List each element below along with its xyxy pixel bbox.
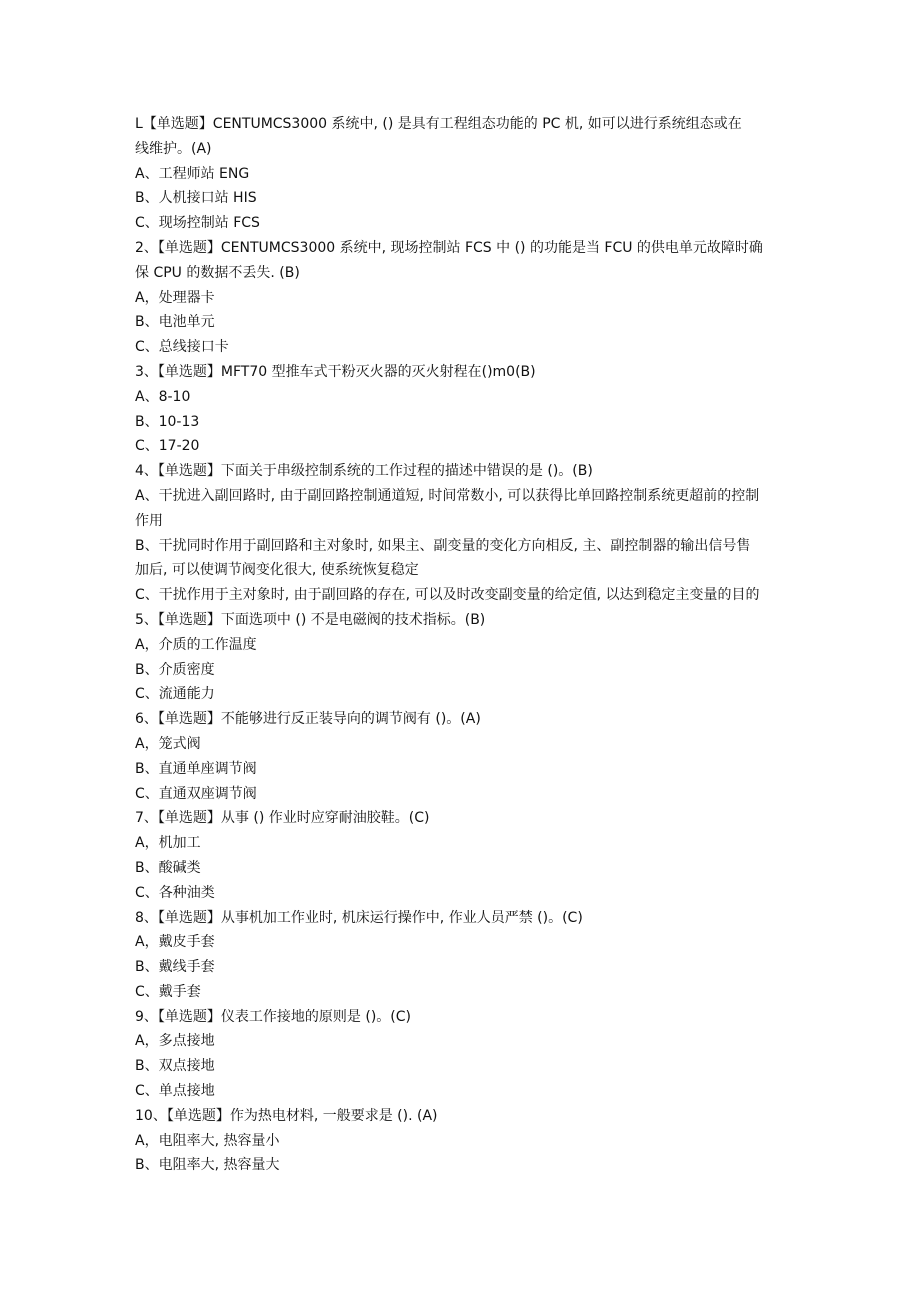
- q4-option-a-line2: 作用: [135, 512, 163, 529]
- q2-text-line2: 保 CPU 的数据不丢失. (B): [135, 264, 300, 281]
- q10-option-a: A，电阻率大, 热容量小: [135, 1132, 280, 1149]
- q4-option-b-line2: 加后, 可以使调节阀变化很大, 使系统恢复稳定: [135, 562, 419, 579]
- q1-option-a: A、工程师站 ENG: [135, 165, 250, 182]
- q7-option-b: B、酸碱类: [135, 859, 201, 876]
- q6-option-a: A，笼式阀: [135, 735, 201, 752]
- q9-option-b: B、双点接地: [135, 1058, 215, 1075]
- q1-text-line2: 线维护。(A): [135, 140, 212, 157]
- q5-option-a: A，介质的工作温度: [135, 636, 257, 653]
- q1-option-c: C、现场控制站 FCS: [135, 215, 260, 232]
- q2-option-a: A，处理器卡: [135, 289, 215, 306]
- q5-option-c: C、流通能力: [135, 686, 215, 703]
- q10-option-b: B、电阻率大, 热容量大: [135, 1157, 280, 1174]
- q8-option-b: B、戴线手套: [135, 959, 215, 976]
- q10-text: 10、【单选题】作为热电材料, 一般要求是 (). (A): [135, 1107, 438, 1124]
- q2-option-c: C、总线接口卡: [135, 339, 229, 356]
- q5-text: 5、【单选题】下面选项中 () 不是电磁阀的技术指标。(B): [135, 611, 486, 628]
- q6-option-b: B、直通单座调节阀: [135, 760, 257, 777]
- q4-text: 4、【单选题】下面关于串级控制系统的工作过程的描述中错误的是 ()。(B): [135, 463, 593, 480]
- q3-option-c: C、17-20: [135, 438, 200, 455]
- q4-option-b-line1: B、干扰同时作用于副回路和主对象时, 如果主、副变量的变化方向相反, 主、副控制器的输出信号售: [135, 537, 751, 554]
- q3-text: 3、【单选题】MFT70 型推车式干粉灭火器的灭火射程在()m0(B): [135, 363, 536, 380]
- q9-text: 9、【单选题】仪表工作接地的原则是 ()。(C): [135, 1008, 411, 1025]
- q5-option-b: B、介质密度: [135, 661, 215, 678]
- q1-text-line1: L【单选题】CENTUMCS3000 系统中, () 是具有工程组态功能的 PC 机, 如可以进行系统组态或在: [135, 116, 742, 132]
- q7-text: 7、【单选题】从事 () 作业时应穿耐油胶鞋。(C): [135, 810, 430, 827]
- q3-option-b: B、10-13: [135, 413, 200, 430]
- q2-text-line1: 2、【单选题】CENTUMCS3000 系统中, 现场控制站 FCS 中 () 的功能是当 FCU 的供电单元故障时确: [135, 239, 763, 256]
- q2-option-b: B、电池单元: [135, 314, 215, 331]
- q8-option-c: C、戴手套: [135, 983, 201, 1000]
- q7-option-a: A，机加工: [135, 835, 201, 852]
- q8-text: 8、【单选题】从事机加工作业时, 机床运行操作中, 作业人员严禁 ()。(C): [135, 909, 583, 926]
- q6-text: 6、【单选题】不能够进行反正装导向的调节阀有 ()。(A): [135, 711, 481, 728]
- q9-option-a: A，多点接地: [135, 1033, 215, 1050]
- q1-option-b: B、人机接口站 HIS: [135, 190, 257, 207]
- q7-option-c: C、各种油类: [135, 884, 215, 901]
- q3-option-a: A、8-10: [135, 388, 191, 405]
- q6-option-c: C、直通双座调节阀: [135, 785, 257, 802]
- q9-option-c: C、单点接地: [135, 1083, 215, 1100]
- q8-option-a: A，戴皮手套: [135, 934, 215, 951]
- q4-option-a-line1: A、干扰进入副回路时, 由于副回路控制通道短, 时间常数小, 可以获得比单回路控制系统更超前的控制: [135, 487, 760, 504]
- q4-option-c: C、干扰作用于主对象时, 由于副回路的存在, 可以及时改变副变量的给定值, 以达到稳定主变量的目的: [135, 587, 760, 604]
- document-page: [135, 112, 790, 1178]
